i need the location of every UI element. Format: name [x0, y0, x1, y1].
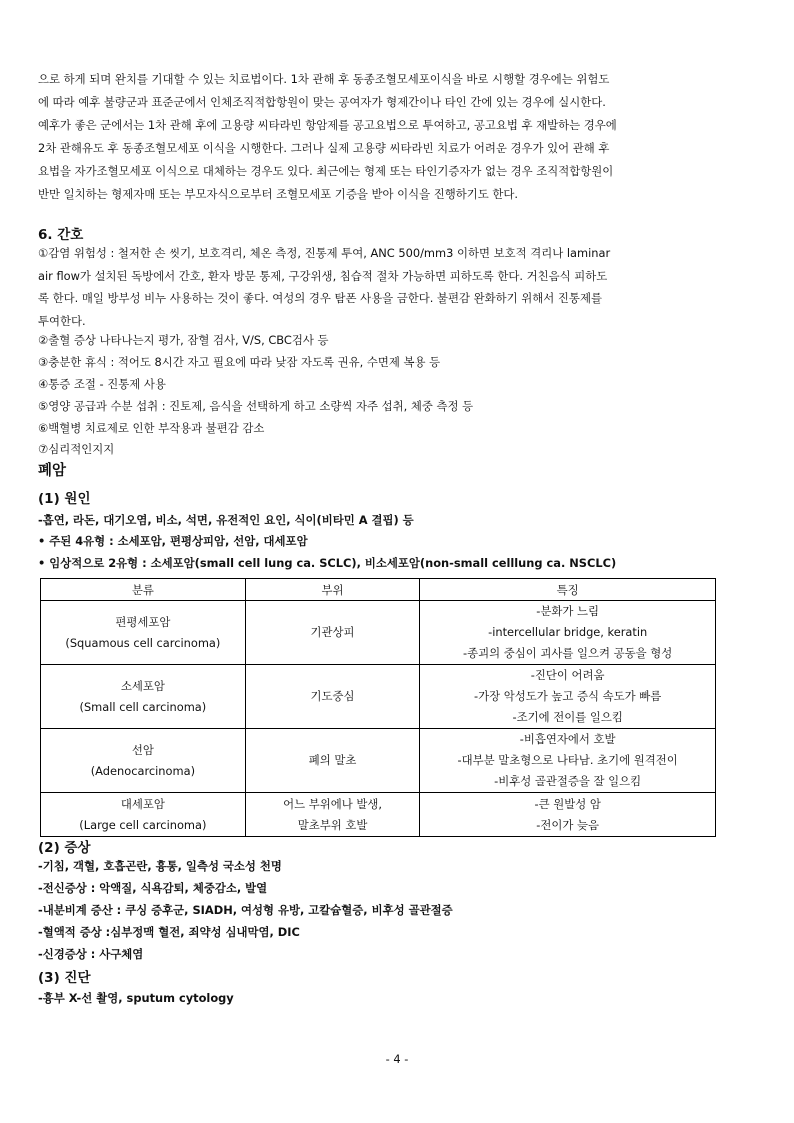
nursing-item-4: ④통증 조절 - 진통제 사용: [38, 377, 166, 391]
type-name-ko: 편평세포암: [115, 614, 171, 629]
type-cell: [41, 665, 246, 729]
symptom-line: -신경증상 : 사구체염: [38, 947, 144, 961]
table-row: [41, 665, 716, 729]
type-cell: [41, 793, 246, 837]
intro-line: 에 따라 예후 불량군과 표준군에서 인체조직적합항원이 맞는 공여자가 형제간이나 타인 간에 있는 경우에 실시한다.: [38, 95, 606, 109]
nursing-item-7: ⑦심리적인지지: [38, 442, 115, 456]
features-cell: [420, 793, 716, 837]
site-cell: [245, 665, 420, 729]
cause-line: -흡연, 라돈, 대기오염, 비소, 석면, 유전적인 요인, 식이(비타민 A 결핍) 등: [38, 513, 414, 527]
type-name-ko: 선암: [131, 742, 154, 757]
table-row: [41, 793, 716, 837]
types-line-2: • 임상적으로 2유형 : 소세포암(small cell lung ca. SCLC), 비소세포암(non-small celllung ca. NSCLC): [38, 556, 617, 570]
feature-text: -조기에 전이를 일으킴: [512, 710, 623, 724]
intro-paragraph: [38, 68, 758, 206]
nursing-item-5: ⑤영양 공급과 수분 섭취 : 진토제, 음식을 선택하게 하고 소량씩 자주 섭취, 체중 측정 등: [38, 399, 474, 413]
type-name-en: (Large cell carcinoma): [79, 817, 207, 832]
feature-text: -대부분 말초형으로 나타남. 초기에 원격전이: [457, 753, 678, 767]
feature-text: -비흡연자에서 호발: [519, 732, 616, 746]
site-text: 폐의 말초: [308, 753, 357, 767]
features-cell: [420, 601, 716, 665]
type-name-ko: 대세포암: [120, 796, 165, 811]
symptom-line: -내분비계 증산 : 쿠싱 증후군, SIADH, 여성형 유방, 고칼슘혈증, 비후성 골관절증: [38, 903, 453, 917]
symptom-line: -기침, 객혈, 호흡곤란, 흉통, 일측성 국소성 천명: [38, 859, 282, 873]
feature-text: -intercellular bridge, keratin: [488, 625, 648, 639]
table-row: [41, 729, 716, 793]
feature-text: -종괴의 중심이 괴사를 일으켜 공동을 형성: [463, 646, 673, 660]
header-classification: 분류: [41, 579, 246, 601]
symptoms-heading: (2) 증상: [38, 840, 91, 856]
nursing-item-2: ②출혈 증상 나타나는지 평가, 잠혈 검사, V/S, CBC검사 등: [38, 333, 329, 347]
page-number: - 4 -: [385, 1052, 409, 1066]
classification-table: [40, 578, 716, 837]
intro-line: 예후가 좋은 군에서는 1차 관해 후에 고용량 씨타라빈 항암제를 공고요법으로 투여하고, 공고요법 후 재발하는 경우에: [38, 118, 617, 132]
type-cell: [41, 601, 246, 665]
diagnosis-heading: (3) 진단: [38, 970, 91, 986]
type-name-en: (Squamous cell carcinoma): [65, 635, 221, 650]
header-features: 특징: [420, 579, 716, 601]
symptom-line: -혈액적 증상 :심부정맥 혈전, 죄약성 심내막염, DIC: [38, 925, 300, 939]
symptom-line: -전신증상 : 악액질, 식욕감퇴, 체중감소, 발열: [38, 881, 268, 895]
nursing-line: ①감염 위험성 : 철저한 손 씻기, 보호격리, 체온 측정, 진통제 투여, ANC 500/mm3 이하면 보호적 격리나 laminar: [38, 246, 611, 260]
features-cell: [420, 665, 716, 729]
header-site: 부위: [245, 579, 420, 601]
lung-cancer-title: 폐암: [38, 463, 67, 479]
type-name-en: (Small cell carcinoma): [79, 699, 207, 714]
cause-heading: (1) 원인: [38, 491, 91, 507]
feature-text: -분화가 느림: [536, 604, 600, 618]
nursing-item-6: ⑥백혈병 치료제로 인한 부작용과 불편감 감소: [38, 421, 265, 435]
nursing-line: 투여한다.: [38, 313, 86, 328]
type-name-en: (Adenocarcinoma): [90, 763, 196, 778]
type-name-ko: 소세포암: [120, 678, 165, 693]
intro-line: 2차 관해유도 후 동종조혈모세포 이식을 시행한다. 그러나 실제 고용량 씨타라빈 치료가 어려운 경우가 있어 관해 후: [38, 141, 610, 155]
nursing-heading: 6. 간호: [38, 227, 84, 243]
site-text: 기도중심: [310, 689, 355, 703]
site-cell: [245, 793, 420, 837]
features-cell: [420, 729, 716, 793]
nursing-line: 록 한다. 매일 방부성 비누 사용하는 것이 좋다. 여성의 경우 탐폰 사용을 금한다. 불편감 완화하기 위해서 진통제를: [38, 291, 602, 305]
types-line-1: • 주된 4유형 : 소세포암, 편평상피암, 선암, 대세포암: [38, 534, 308, 548]
nursing-item-1: [38, 242, 758, 332]
feature-text: -진단이 어려움: [530, 668, 605, 682]
feature-text: -큰 원발성 암: [534, 796, 601, 811]
feature-text: -비후성 골관절증을 잘 일으킴: [494, 774, 642, 788]
site-cell: [245, 729, 420, 793]
feature-text: -가장 악성도가 높고 증식 속도가 빠름: [474, 689, 662, 703]
intro-line: 으로 하게 되며 완치를 기대할 수 있는 치료법이다. 1차 관해 후 동종조혈모세포이식을 바로 시행할 경우에는 위험도: [38, 72, 610, 86]
nursing-item-3: ③충분한 휴식 : 적어도 8시간 자고 필요에 따라 낮잠 자도록 권유, 수면제 복용 등: [38, 355, 441, 369]
intro-line: 반만 일치하는 형제자매 또는 부모자식으로부터 조혈모세포 기증을 받아 이식을 진행하기도 한다.: [38, 187, 518, 201]
site-text: 기관상피: [310, 625, 355, 639]
table-row: [41, 601, 716, 665]
nursing-line: air flow가 설치된 독방에서 간호, 환자 방문 통제, 구강위생, 침습적 절차 가능하면 피하도록 한다. 거친음식 피하도: [38, 268, 608, 283]
site-text: 말초부위 호발: [297, 817, 368, 832]
intro-line: 요법을 자가조혈모세포 이식으로 대체하는 경우도 있다. 최근에는 형제 또는 타인기증자가 없는 경우 조직적합항원이: [38, 164, 614, 178]
site-text: 어느 부위에나 발생,: [283, 796, 382, 811]
type-cell: [41, 729, 246, 793]
feature-text: -전이가 늦음: [536, 817, 600, 832]
site-cell: [245, 601, 420, 665]
table-header-row: [41, 579, 716, 601]
diagnosis-line: -흉부 X-선 촬영, sputum cytology: [38, 991, 234, 1005]
